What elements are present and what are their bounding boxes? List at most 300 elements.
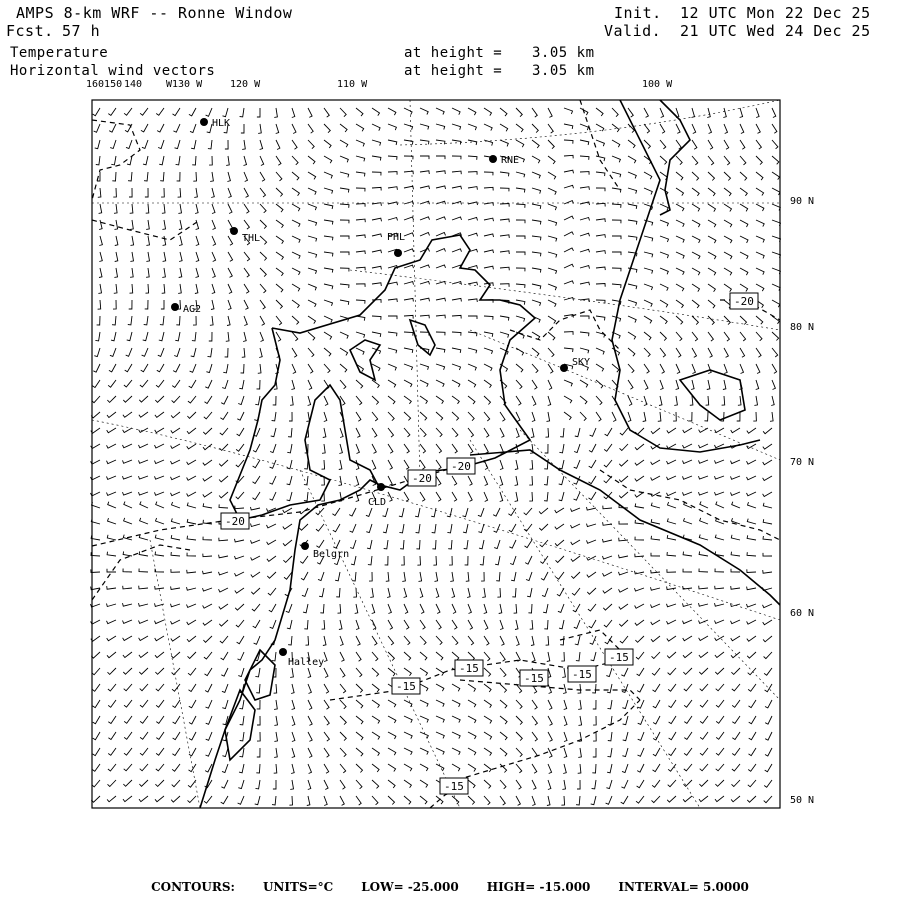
wind-vector [238, 652, 245, 660]
wind-vector [123, 444, 133, 448]
wind-vector [95, 140, 100, 149]
wind-vector [340, 204, 349, 208]
wind-vector [324, 364, 330, 373]
wind-vector [635, 444, 644, 450]
wind-vector [500, 652, 505, 661]
wind-vector [212, 252, 216, 262]
wind-vector [516, 124, 523, 132]
wind-vector [324, 332, 332, 340]
wind-vector [219, 538, 228, 541]
wind-vector [484, 108, 492, 116]
wind-vector [724, 348, 728, 357]
wind-vector [356, 700, 363, 708]
wind-vector [308, 268, 317, 274]
coastline-island-b [350, 340, 380, 380]
wind-vector [756, 156, 762, 165]
wind-vector [356, 348, 364, 355]
wind-vector [219, 504, 228, 508]
wind-vector [139, 476, 149, 479]
wind-vector [372, 684, 379, 692]
wind-vector [716, 700, 724, 707]
wind-vector [99, 204, 102, 213]
wind-vector [452, 764, 460, 771]
wind-vector [155, 668, 164, 674]
valid-label: Valid. [604, 22, 662, 40]
wind-vector [484, 412, 490, 421]
wind-vector [388, 652, 394, 661]
wind-vector [667, 620, 677, 624]
wind-vector [747, 620, 756, 624]
wind-vector [590, 428, 596, 436]
wind-vector [244, 156, 247, 166]
wind-vector [660, 300, 668, 307]
wind-vector [612, 140, 620, 147]
wind-vector [308, 156, 315, 164]
wind-vector [763, 636, 772, 642]
wind-vector [700, 716, 708, 723]
wind-vector [372, 652, 378, 661]
wind-vector [450, 572, 453, 581]
meridian-line-c [300, 470, 460, 808]
wind-vector [731, 620, 741, 624]
wind-vector [290, 668, 293, 677]
wind-vector [194, 188, 197, 197]
wind-vector [544, 476, 548, 485]
wind-vector [109, 364, 116, 372]
wind-vector [447, 524, 452, 533]
wind-vector [139, 460, 149, 463]
wind-vector [404, 652, 411, 660]
wind-vector [274, 748, 277, 757]
wind-vector [219, 620, 228, 626]
wind-vector [189, 380, 196, 388]
wind-vector [452, 156, 461, 159]
wind-vector [145, 300, 148, 309]
wind-vector [372, 748, 379, 756]
wind-vector [139, 412, 148, 417]
wind-vector [700, 518, 708, 524]
wind-vector [738, 396, 741, 405]
wind-vector [564, 700, 567, 710]
wind-vector [356, 108, 363, 116]
wind-vector [372, 732, 380, 740]
wind-vector [308, 204, 316, 210]
wind-vector [404, 396, 411, 404]
wind-vector [747, 428, 756, 433]
wind-vector [356, 235, 365, 238]
wind-vector [596, 124, 604, 131]
wind-vector [548, 332, 555, 340]
wind-vector [676, 156, 682, 165]
wind-vector [452, 412, 459, 420]
wind-vector [141, 124, 148, 132]
wind-vector [340, 140, 348, 147]
wind-vector [508, 508, 516, 516]
wind-vector [548, 284, 556, 290]
wind-vector [452, 588, 455, 598]
wind-vector [236, 620, 244, 627]
wind-vector [308, 140, 314, 149]
wind-vector [189, 748, 196, 756]
wind-vector [124, 700, 132, 707]
wind-vector [340, 108, 346, 117]
wind-vector [516, 780, 521, 789]
wind-vector [276, 332, 281, 341]
wind-vector [619, 476, 628, 482]
wind-vector [212, 204, 215, 214]
init-time: 12 UTC Mon 22 Dec 25 [680, 4, 871, 22]
wind-vector [123, 668, 132, 674]
wind-vector [436, 396, 443, 404]
wind-vector [356, 668, 362, 677]
wind-vector [700, 501, 708, 508]
wind-vector [432, 540, 436, 549]
wind-vector [172, 764, 180, 771]
wind-vector [484, 700, 491, 708]
wind-vector [187, 604, 197, 607]
wind-vector [188, 396, 196, 403]
wind-vector [308, 108, 312, 117]
wind-vector [620, 636, 628, 643]
wind-vector [399, 508, 404, 517]
wind-vector [340, 636, 343, 646]
wind-vector [500, 620, 503, 630]
wind-vector [356, 284, 365, 287]
wind-vector [724, 220, 732, 227]
wind-vector [756, 124, 760, 133]
wind-vector [128, 316, 132, 325]
wind-vector [603, 506, 612, 509]
wind-vector [592, 684, 596, 693]
wind-vector [660, 156, 667, 164]
wind-vector [548, 748, 552, 758]
wind-vector [404, 412, 411, 420]
station-marker-phl [394, 249, 402, 257]
wind-vector [667, 636, 676, 641]
wind-vector [668, 780, 676, 787]
wind-vector [203, 554, 212, 557]
wind-vector [240, 716, 244, 725]
wind-vector [763, 460, 772, 465]
wind-vector [140, 700, 148, 707]
wind-vector [532, 140, 539, 148]
wind-vector [660, 348, 666, 357]
wind-vector [724, 284, 731, 292]
wind-vector [699, 780, 708, 786]
wind-vector [404, 700, 412, 707]
wind-vector [228, 204, 232, 214]
wind-vector [139, 492, 149, 495]
wind-vector [684, 700, 692, 707]
wind-vector [763, 503, 772, 508]
wind-vector [596, 396, 602, 405]
wind-vector [607, 764, 612, 773]
wind-vector [708, 316, 714, 325]
wind-vector [189, 684, 197, 692]
wind-vector [612, 156, 620, 162]
wind-vector [509, 540, 516, 548]
wind-vector [292, 332, 298, 341]
wind-vector [108, 518, 117, 524]
wind-vector [637, 684, 644, 692]
contour-label-minus20-b: -20 [451, 460, 471, 473]
wind-vector [155, 444, 165, 448]
wind-vector [653, 748, 660, 756]
wind-vector [420, 700, 428, 707]
wind-vector [238, 780, 244, 789]
wind-vector [172, 684, 180, 691]
wind-vector [323, 428, 326, 438]
wind-vector [747, 587, 756, 590]
wind-vector [171, 569, 180, 572]
wind-vector [516, 268, 525, 271]
wind-vector [276, 140, 280, 150]
wind-vector [420, 460, 425, 469]
coastline-peninsula [612, 100, 760, 452]
wind-vector [580, 412, 586, 421]
wind-vector [452, 217, 462, 220]
station-label-ag2: AG2 [183, 304, 202, 315]
wind-vector [500, 492, 503, 502]
wind-vector [287, 620, 292, 629]
wind-vector [142, 348, 148, 356]
wind-vector [276, 300, 282, 309]
wind-vector [452, 444, 457, 453]
wind-vector [436, 364, 445, 370]
wind-vector [143, 332, 148, 341]
wind-vector [208, 140, 212, 149]
wind-vector [356, 444, 359, 454]
contour-label-minus20-a: -20 [412, 472, 432, 485]
wind-vector [404, 217, 414, 220]
wind-vector [660, 284, 668, 291]
wind-vector [223, 108, 229, 117]
wind-vector [772, 172, 780, 180]
wind-vector [260, 332, 263, 342]
wind-vector [658, 412, 661, 421]
wind-vector [763, 570, 772, 573]
station-label-thl: THL [242, 233, 261, 244]
wind-vector [257, 108, 260, 117]
wind-vector [251, 507, 261, 510]
wind-vector [107, 652, 116, 658]
wind-vector [653, 732, 660, 740]
wind-vector [156, 764, 164, 771]
wind-vector [322, 460, 325, 469]
wind-vector [356, 476, 359, 486]
wind-vector [189, 732, 196, 740]
wind-vector [274, 716, 277, 725]
wind-vector [324, 140, 331, 148]
wind-vector [228, 236, 233, 245]
contour-label-minus15-c: -15 [524, 672, 544, 685]
wind-vector [754, 396, 757, 405]
wind-vector [436, 265, 446, 268]
wind-vector [548, 380, 552, 390]
wind-vector [187, 636, 196, 642]
wind-vector [260, 140, 263, 150]
wind-vector [324, 412, 327, 422]
wind-vector [203, 503, 212, 508]
wind-vector [747, 604, 757, 607]
wind-vector [468, 233, 478, 236]
wind-vector [468, 380, 476, 387]
wind-vector [500, 235, 509, 238]
wind-vector [532, 172, 540, 178]
wind-vector [531, 636, 534, 646]
wind-vector [667, 535, 676, 540]
wind-vector [756, 236, 764, 243]
wind-vector [159, 332, 164, 341]
wind-vector [300, 556, 308, 563]
wind-vector [587, 588, 596, 594]
wind-vector [269, 476, 276, 484]
wind-vector [372, 156, 381, 161]
wind-vector [596, 267, 605, 270]
wind-vector [468, 332, 477, 336]
wind-vector [699, 492, 709, 495]
wind-vector [561, 652, 564, 661]
wind-vector [340, 172, 349, 177]
wind-vector [484, 444, 488, 453]
wind-vector [699, 551, 708, 556]
wind-vector-field [91, 108, 781, 806]
wind-vector [356, 124, 364, 131]
wind-vector [388, 108, 396, 115]
wind-vector [608, 748, 613, 757]
wind-vector [708, 348, 712, 357]
wind-vector [623, 716, 628, 725]
wind-vector [676, 204, 684, 211]
wind-vector [283, 508, 292, 513]
wind-vector [433, 556, 436, 565]
wind-vector [236, 492, 244, 499]
wind-vector [500, 460, 503, 470]
wind-vector [628, 364, 634, 373]
wind-vector [140, 518, 148, 524]
wind-vector [716, 502, 724, 509]
wind-vector [484, 652, 490, 661]
field1-height-label: at height = [404, 45, 503, 61]
wind-vector [324, 252, 333, 256]
wind-vector [163, 252, 166, 261]
wind-vector [420, 652, 427, 660]
wind-vector [404, 716, 412, 723]
wind-vector [221, 652, 228, 660]
wind-vector [178, 204, 181, 213]
wind-vector [715, 428, 724, 433]
wind-vector [653, 700, 660, 708]
wind-vector [219, 460, 228, 466]
wind-vector [356, 716, 363, 724]
wind-vector [604, 620, 612, 627]
wind-vector [770, 412, 773, 421]
wind-vector [468, 652, 474, 661]
wind-vector [756, 220, 764, 227]
wind-vector [716, 748, 724, 755]
wind-vector [212, 268, 215, 278]
wind-vector [324, 220, 333, 225]
wind-vector [235, 539, 245, 542]
coastline-ronne-shelf [200, 235, 535, 808]
station-label-sky: SKY [572, 357, 591, 368]
wind-vector [747, 460, 757, 464]
wind-vector [468, 348, 477, 353]
wind-vector [256, 764, 260, 773]
wind-vector [628, 332, 636, 339]
wind-vector [587, 540, 597, 543]
wind-vector [420, 217, 430, 220]
wind-vector [596, 251, 605, 254]
wind-vector [171, 636, 180, 641]
wind-vector [548, 348, 554, 357]
wind-vector [660, 220, 668, 226]
wind-vector [756, 140, 761, 149]
station-marker-rne [489, 155, 497, 163]
wind-vector [623, 732, 628, 741]
wind-vector [372, 700, 379, 708]
wind-vector [436, 412, 443, 420]
wind-vector [308, 172, 316, 179]
wind-vector [177, 172, 180, 181]
wind-vector [206, 108, 212, 116]
wind-vector [404, 108, 412, 115]
station-label-hlk: HLK [212, 118, 231, 129]
wind-vector [292, 140, 297, 149]
wind-vector [356, 316, 365, 321]
wind-vector [436, 732, 444, 738]
wind-vector [92, 684, 100, 691]
wind-vector [644, 268, 653, 274]
wind-vector [707, 108, 710, 118]
wind-vector [452, 636, 458, 645]
wind-vector [740, 252, 748, 259]
wind-vector [564, 201, 574, 204]
wind-vector [420, 588, 423, 598]
wind-vector [187, 412, 196, 418]
wind-vector [420, 281, 430, 284]
wind-vector [108, 764, 116, 771]
wind-vector [388, 700, 396, 707]
wind-vector [260, 156, 264, 166]
wind-vector [244, 172, 248, 182]
wind-vector [388, 460, 392, 469]
wind-vector [130, 220, 133, 229]
lat-label-90: 90 N [790, 196, 815, 207]
wind-vector [399, 524, 404, 533]
wind-vector [308, 332, 315, 340]
wind-vector [221, 396, 228, 404]
wind-vector [716, 684, 724, 691]
wind-vector [452, 140, 461, 145]
wind-vector [436, 668, 444, 676]
wind-vector [123, 551, 132, 556]
wind-vector [619, 538, 628, 541]
wind-vector [564, 348, 573, 352]
wind-vector [292, 204, 300, 211]
wind-vector [420, 124, 429, 130]
wind-vector [302, 588, 308, 596]
wind-vector [652, 652, 661, 659]
wind-vector [547, 652, 550, 662]
wind-vector [107, 636, 116, 641]
wind-vector [356, 219, 365, 222]
wind-vector [667, 492, 677, 496]
wind-vector [356, 204, 365, 207]
wind-vector [699, 444, 709, 448]
wind-vector [155, 476, 165, 479]
wind-vector [724, 188, 731, 196]
